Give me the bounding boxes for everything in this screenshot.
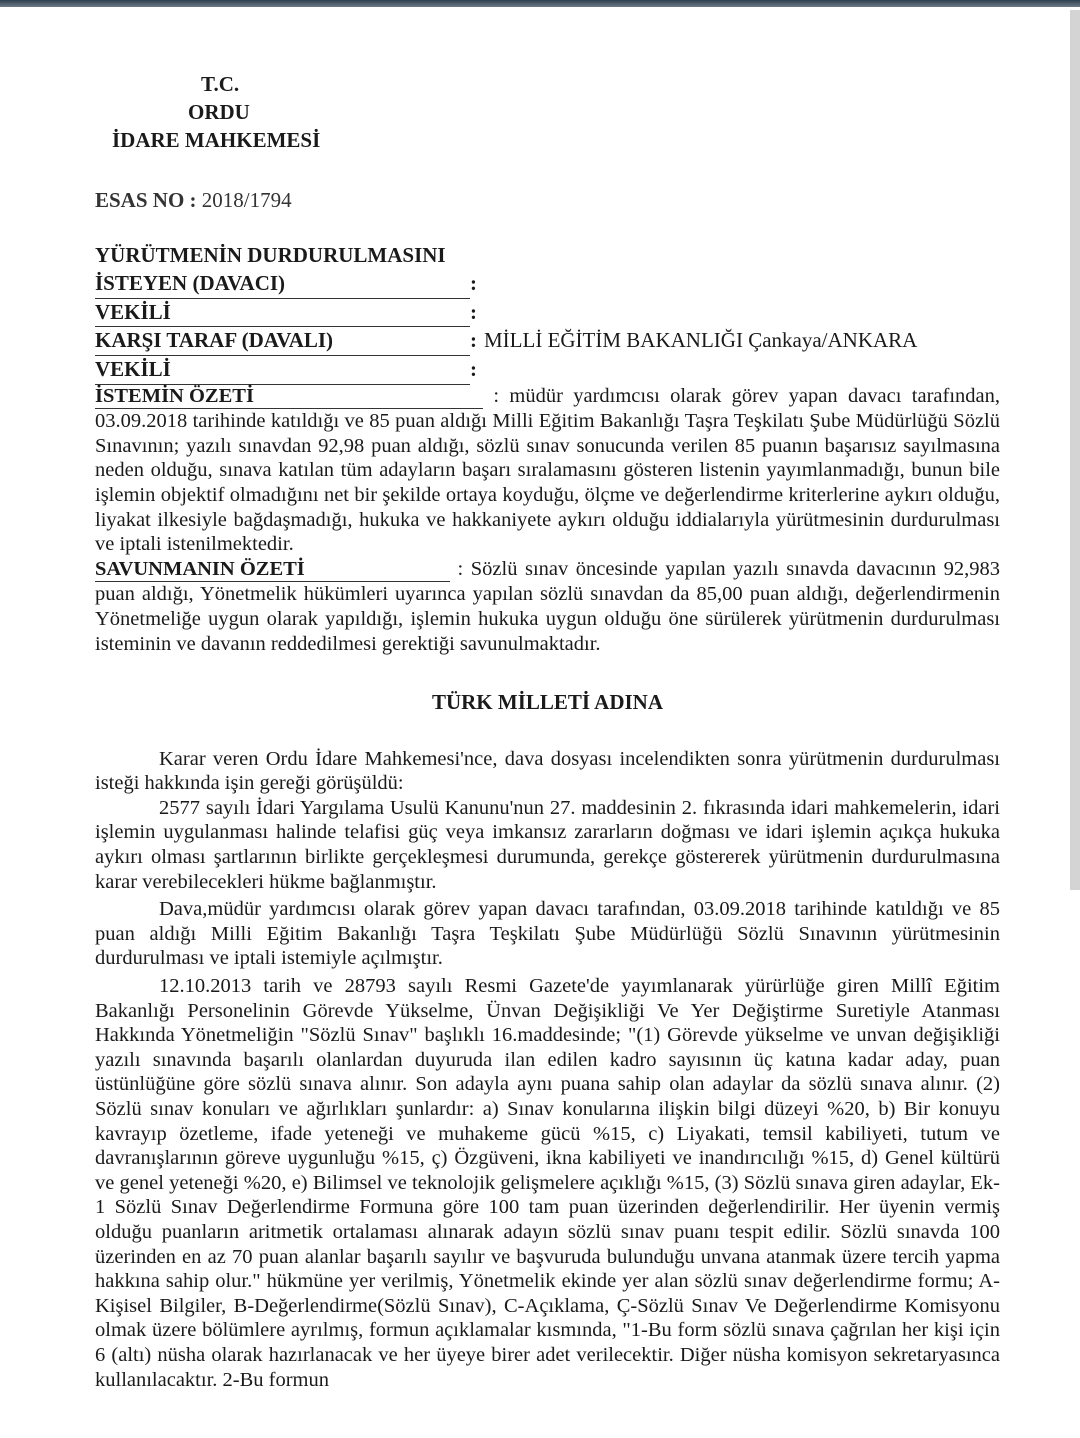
paragraph-2: 2577 sayılı İdari Yargılama Usulü Kanunu'nun 27. maddesinin 2. fıkrasında idari mahkemelerin, idari işlemin uygulanması halinde telafisi güç veya imkansız zararların doğması ve idari işlemin açıkça hukuka aykırı olması şartlarının birlikte gerçekleşmesi durumunda, gerekçe göstererek yürütmenin durdurulmasına karar verebilecekleri hükme bağlanmıştır. <box>95 796 1000 893</box>
vekil-2-label: VEKİLİ <box>95 355 470 385</box>
savunma-ozeti-text: : Sözlü sınav öncesinde yapılan yazılı sınavda davacının 92,983 puan aldığı, Yönetmelik hükümleri uyarınca yapılan sözlü sınavdan da 85,00 puan aldığı, değerlendirmenin Yönetmeliğe uygun olarak yapıldığı, işlemin hukuka uygun olduğu öne sürülerek yürütmenin durdurulması isteminin ve davanın reddedilmesi gerektiği savunulmaktadır. <box>95 557 1001 655</box>
party-row-yurutme <box>95 241 1000 270</box>
istem-ozeti-text: : müdür yardımcısı olarak görev yapan davacı tarafından, 03.09.2018 tarihinde katıldığı ve 85 puan aldığı Milli Eğitim Bakanlığı Taşra Teşkilatı Şube Müdürlüğü Sözlü Sınavının; yazılı sınavdan 92,98 puan aldığı, sözlü sınav sonucunda verilen 85 puanın başarısız sayılmasına neden olduğu, sınava katılan tüm adayların başarı sıralamasını gösteren listenin yayımlanmadığı, bunun bile işlemin objektif olmadığını net bir şekilde ortaya koyduğu, ölçme ve değerlendirme kriterlerine aykırı olduğu, liyakat ilkesiyle bağdaşmadığı, hukuka ve hakkaniyete aykırı olduğu iddialarıyla yürütmesinin durdurulması ve iptali istenilmektedir. <box>95 384 1000 556</box>
case-number-value: 2018/1794 <box>201 188 292 212</box>
davali-value: MİLLİ EĞİTİM BAKANLIĞI Çankaya/ANKARA <box>484 328 918 353</box>
paragraph-1: Karar veren Ordu İdare Mahkemesi'nce, dava dosyası incelendikten sonra yürütmenin durdurulması isteği hakkında işin gereği görüşüldü: <box>95 747 1000 795</box>
party-row-vekil-1 <box>95 298 1000 327</box>
davaci-colon: : <box>470 271 477 296</box>
case-number <box>95 188 1000 213</box>
scrollbar[interactable] <box>1070 10 1080 890</box>
case-number-label: ESAS NO : <box>95 188 197 212</box>
vekil-2-colon: : <box>470 356 477 381</box>
court-line-name: İDARE MAHKEMESİ <box>112 128 321 152</box>
paragraph-3: Dava,müdür yardımcısı olarak görev yapan davacı tarafından, 03.09.2018 tarihinde katıldığı ve 85 puan aldığı Milli Eğitim Bakanlığı Taşra Teşkilatı Şube Müdürlüğü Sözlü Sınavının yürütmesinin durdurulması ve iptali istemiyle açılmıştır. <box>95 898 1000 970</box>
section-heading: TÜRK MİLLETİ ADINA <box>431 690 664 715</box>
court-line-tc: T.C. <box>201 72 240 96</box>
savunma-ozeti-label: SAVUNMANIN ÖZETİ <box>95 557 450 583</box>
istem-ozeti-label: İSTEMİN ÖZETİ <box>95 384 483 410</box>
window-top-bar <box>0 0 1080 7</box>
istem-ozeti <box>95 384 1000 557</box>
savunma-ozeti <box>95 557 1000 656</box>
vekil-1-label: VEKİLİ <box>95 298 470 328</box>
vekil-1-colon: : <box>470 299 477 324</box>
document-page <box>95 70 1000 1392</box>
party-row-vekil-2 <box>95 355 1000 384</box>
paragraph-4: 12.10.2013 tarih ve 28793 sayılı Resmi Gazete'de yayımlanarak yürürlüğe giren Millî Eğitim Bakanlığı Personelinin Görevde Yükselme, Ünvan Değişikliği Ve Yer Değiştirme Suretiyle Atanması Hakkında Yönetmeliğin "Sözlü Sınav" başlıklı 16.maddesinde; "(1) Görevde yükselme ve unvan değişikliği yazılı sınavında başarılı olanlardan duyuruda ilan edilen kadro sayısının üç katına kadar aday, puan üstünlüğüne göre sözlü sınava alınır. Son adayla aynı puana sahip olan adaylar da sözlü sınava alınır. (2) Sözlü sınav konuları ve ağırlıkları şunlardır: a) Sınav konularına ilişkin bilgi düzeyi %20, b) Bir konuyu kavrayıp özetleme, ifade yeteneği ve muhakeme gücü %15, c) Liyakati, temsil kabiliyeti, tutum ve davranışlarının göreve uygunluğu %15, ç) Özgüveni, ikna kabiliyeti ve inandırıcılığı %15, d) Genel kültürü ve genel yeteneği %20, e) Bilimsel ve teknolojik gelişmelere açıklığı %15, (3) Sözlü sınava giren adaylar, Ek-1 Sözlü Sınav Değerlendirme Formuna göre 100 tam puan üzerinden değerlendirilir. Her üyenin vermiş olduğu puanların aritmetik ortalaması alınarak adayın sözlü sınav puanı tespit edilir. Sözlü sınavda 100 üzerinden en az 70 puan alanlar başarılı sayılır ve başvuruda bulunduğu unvana atanmak üzere tercih yapma hakkına sahip olur." hükmüne yer verilmiş, Yönetmelik ekinde yer alan sözlü sınav değerlendirme formu; A-Kişisel Bilgiler, B-Değerlendirme(Sözlü Sınav), C-Açıklama, Ç-Sözlü Sınav Ve Değerlendirme Komisyonu olmak üzere bölümlere ayrılmış, formun açıklamalar kısmında, "1-Bu form sözlü sınava çağrılan her kişi için 6 (altı) nüsha olarak hazırlanacak ve her üyeye birer adet verilecektir. Diğer nüsha komisyon sekretaryasınca kullanılacaktır. 2-Bu formun <box>95 975 1000 1391</box>
davaci-label: İSTEYEN (DAVACI) <box>95 269 470 299</box>
court-line-city: ORDU <box>188 100 250 124</box>
davali-label: KARŞI TARAF (DAVALI) <box>95 326 470 356</box>
davali-colon: : <box>470 328 477 353</box>
parties-block <box>95 241 1000 384</box>
party-row-davaci <box>95 269 1000 298</box>
party-row-davali <box>95 326 1000 355</box>
court-header <box>95 70 1000 154</box>
yurutme-label: YÜRÜTMENİN DURDURULMASINI <box>95 242 446 267</box>
